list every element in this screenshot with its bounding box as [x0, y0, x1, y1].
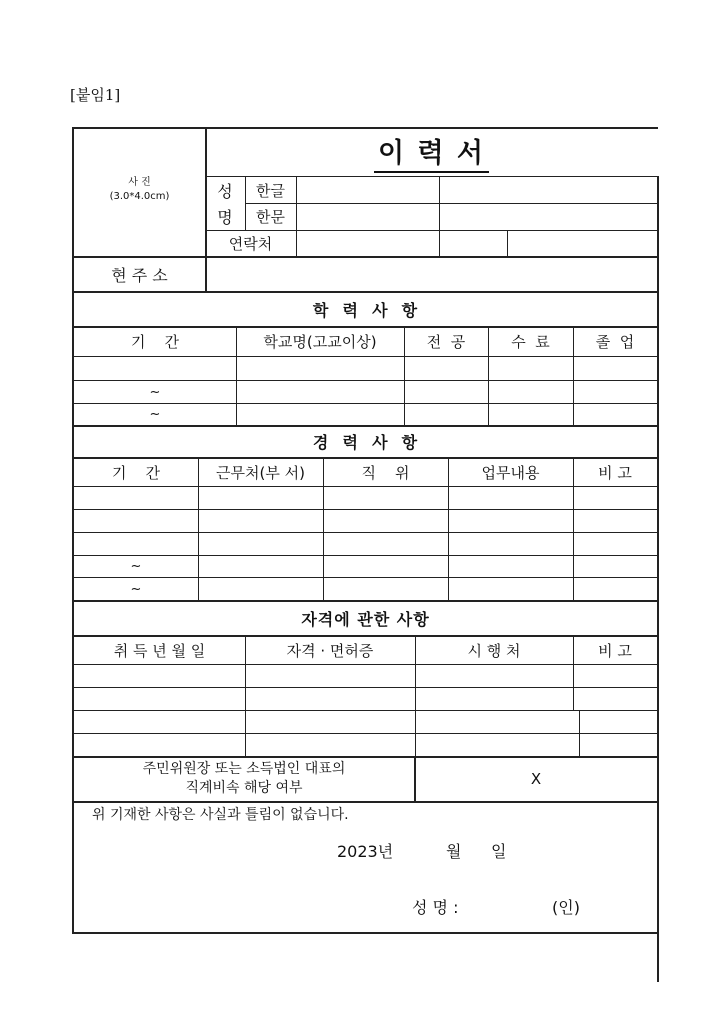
- career-col-position: 직 위: [361, 463, 410, 482]
- address-label: 현 주 소: [111, 265, 168, 285]
- attachment-label: [붙임1]: [70, 86, 121, 104]
- career-col-workplace: 근무처(부 서): [216, 463, 305, 482]
- contact-label: 연락처: [228, 234, 273, 253]
- qual-col-issuer: 시 행 처: [467, 641, 521, 660]
- declaration-statement: 위 기재한 사항은 사실과 틀림이 없습니다.: [92, 807, 349, 823]
- career-header: 경 력 사 항: [312, 433, 419, 452]
- seal-mark: (인): [552, 898, 580, 917]
- relation-question-line2: 직계비속 해당 여부: [185, 780, 303, 796]
- career-col-period: 기 간: [111, 463, 161, 482]
- education-header: 학 력 사 항: [312, 300, 419, 320]
- edu-tilde-2: ~: [149, 407, 161, 422]
- career-tilde-1: ~: [130, 559, 142, 574]
- hangul-label: 한글: [256, 181, 285, 200]
- name-label-first: 성: [217, 181, 233, 201]
- photo-label: 사 진: [128, 177, 151, 188]
- declaration-year: 2023년: [337, 842, 394, 861]
- career-col-note: 비 고: [598, 463, 632, 482]
- career-tilde-2: ~: [130, 581, 142, 597]
- document-title: 이 력 서: [205, 130, 658, 174]
- photo-placeholder: [74, 170, 205, 210]
- qual-col-note: 비 고: [598, 641, 632, 660]
- relation-answer: X: [530, 770, 542, 788]
- photo-size: (3.0*4.0cm): [109, 191, 170, 202]
- edu-col-school: 학교명(고교이상): [263, 333, 377, 351]
- qualification-header: 자격에 관한 사항: [301, 609, 430, 629]
- qual-col-date: 취 득 년 월 일: [113, 641, 206, 660]
- qual-col-license: 자격 · 면허증: [286, 641, 374, 660]
- declaration-month: 월: [446, 842, 462, 861]
- relation-question: [74, 757, 414, 801]
- declaration-day: 일: [491, 842, 507, 861]
- hanja-label: 한문: [256, 208, 285, 226]
- edu-col-graduate: 졸 업: [595, 333, 635, 351]
- relation-question-line1: 주민위원장 또는 소득법인 대표의: [142, 761, 346, 777]
- career-col-duties: 업무내용: [481, 463, 540, 482]
- edu-col-major: 전 공: [426, 333, 466, 351]
- edu-tilde-1: ~: [149, 384, 161, 400]
- edu-col-complete: 수 료: [511, 333, 550, 351]
- edu-col-period: 기 간: [130, 333, 180, 351]
- signer-label: 성 명 :: [412, 898, 459, 917]
- name-label-second: 명: [217, 208, 233, 227]
